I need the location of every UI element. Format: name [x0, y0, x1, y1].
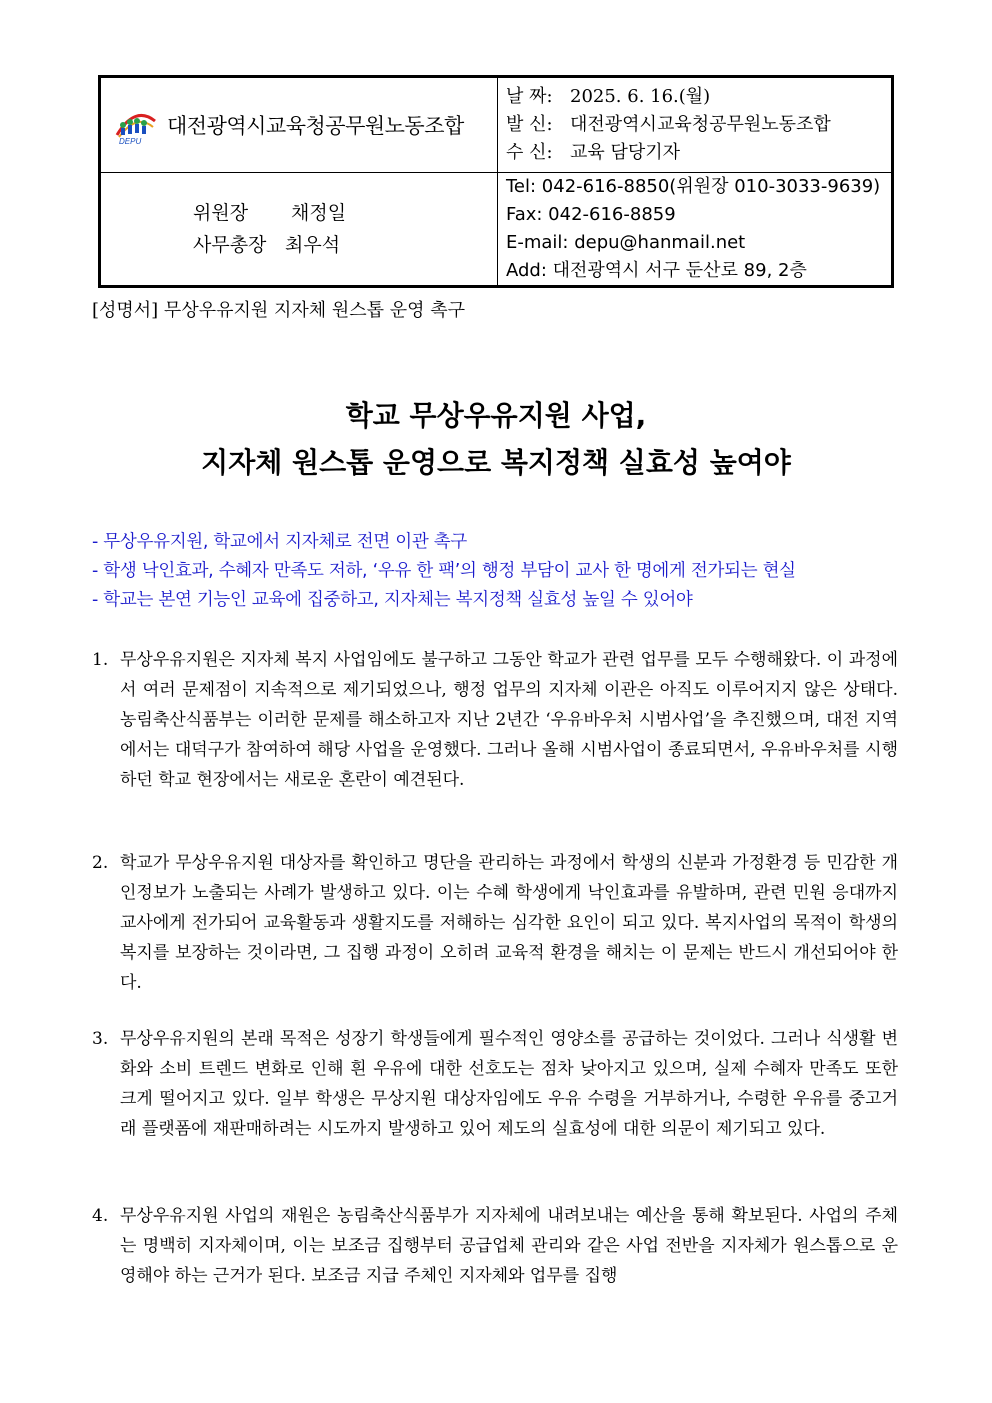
paragraph-number: 4. [92, 1206, 109, 1226]
subheading: - 무상우유지원, 학교에서 지자체로 전면 이관 촉구 [92, 532, 467, 552]
officers-cell [100, 173, 498, 287]
paragraph [92, 1201, 898, 1291]
meta-recipient: 수 신: 교육 담당기자 [506, 142, 681, 163]
headline-line-1: 학교 무상우유지원 사업, [345, 399, 647, 432]
headline-line-2: 지자체 원스톱 운영으로 복지정책 실효성 높여야 [201, 446, 791, 479]
subheading: - 학생 낙인효과, 수혜자 만족도 저하, ‘우유 한 팩’의 행정 부담이 교사 한 명에게 전가되는 현실 [92, 561, 796, 581]
paragraph [92, 1024, 898, 1144]
subheading: - 학교는 본연 기능인 교육에 집중하고, 지자체는 복지정책 실효성 높일 수 있어야 [92, 590, 693, 610]
contact-cell [498, 173, 893, 287]
paragraph-text: 학교가 무상우유지원 대상자를 확인하고 명단을 관리하는 과정에서 학생의 신분과 가정환경 등 민감한 개인정보가 노출되는 사례가 발생하고 있다. 이는 수혜 학생에게 낙인효과를 유발하며, 관련 민원 응대까지 교사에게 전가되어 교육활동과 생활지도를 저해하는 심각한 요인이 되고 있다. 복지사업의 목적이 학생의 복지를 보장하는 것이라면, 그 집행 과정이 오히려 교육적 환경을 해치는 이 문제는 반드시 개선되어야 한다. [120, 853, 898, 993]
paragraph-text: 무상우유지원은 지자체 복지 사업임에도 불구하고 그동안 학교가 관련 업무를 모두 수행해왔다. 이 과정에서 여러 문제점이 지속적으로 제기되었으나, 행정 업무의 지자체 이관은 아직도 이루어지지 않은 상태다. 농림축산식품부는 이러한 문제를 해소하고자 지난 2년간 ‘우유바우처 시범사업’을 추진했으며, 대전 지역에서는 대덕구가 참여하여 해당 사업을 운영했다. 그러나 올해 시범사업이 종료되면서, 우유바우처를 시행하던 학교 현장에서는 새로운 혼란이 예견된다. [120, 650, 898, 790]
header-table [98, 75, 894, 288]
contact-tel: Tel: 042-616-8850(위원장 010-3033-9639) [506, 176, 881, 197]
subheadings [92, 528, 912, 615]
officer-secretary: 사무총장 최우석 [193, 234, 341, 256]
contact-fax: Fax: 042-616-8859 [506, 204, 676, 225]
union-logo-icon [111, 105, 159, 145]
paragraph-number: 1. [92, 650, 109, 670]
meta-cell [498, 77, 893, 173]
org-cell [100, 77, 498, 173]
paragraph-text: 무상우유지원의 본래 목적은 성장기 학생들에게 필수적인 영양소를 공급하는 것이었다. 그러나 식생활 변화와 소비 트렌드 변화로 인해 흰 우유에 대한 선호도는 점차 낮아지고 있으며, 실제 수혜자 만족도 또한 크게 떨어지고 있다. 일부 학생은 무상지원 대상자임에도 우유 수령을 거부하거나, 수령한 우유를 중고거래 플랫폼에 재판매하려는 시도까지 발생하고 있어 제도의 실효성에 대한 의문이 제기되고 있다. [120, 1029, 898, 1139]
document-label: [성명서] 무상우유지원 지자체 원스톱 운영 촉구 [92, 300, 466, 321]
paragraph-number: 3. [92, 1029, 109, 1049]
paragraph-number: 2. [92, 853, 109, 873]
paragraph [92, 848, 898, 998]
svg-text:DEPU: DEPU [119, 137, 142, 145]
meta-sender: 발 신: 대전광역시교육청공무원노동조합 [506, 114, 831, 135]
meta-date: 날 짜: 2025. 6. 16.(월) [506, 86, 711, 107]
org-name: 대전광역시교육청공무원노동조합 [167, 114, 464, 138]
contact-address: Add: 대전광역시 서구 둔산로 89, 2층 [506, 260, 807, 281]
officer-chair: 위원장 채정일 [193, 202, 347, 224]
contact-email: E-mail: depu@hanmail.net [506, 232, 746, 253]
paragraph-text: 무상우유지원 사업의 재원은 농림축산식품부가 지자체에 내려보내는 예산을 통해 확보된다. 사업의 주체는 명백히 지자체이며, 이는 보조금 집행부터 공급업체 관리와 같은 사업 전반을 지자체가 원스톱으로 운영해야 하는 근거가 된다. 보조금 지급 주체인 지자체와 업무를 집행 [120, 1206, 898, 1286]
paragraph [92, 645, 898, 795]
